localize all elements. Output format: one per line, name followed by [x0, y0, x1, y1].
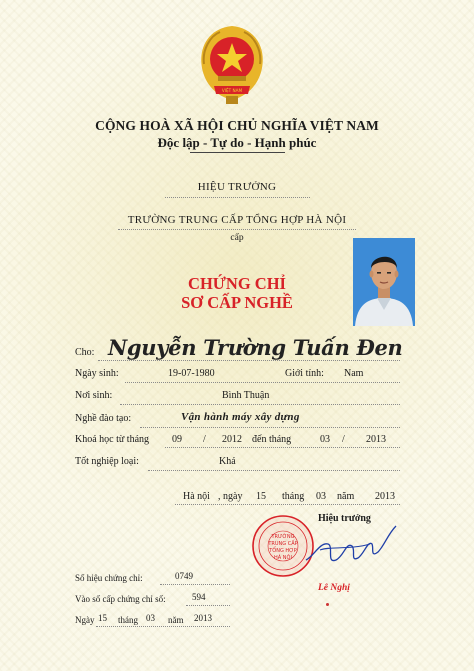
course-label: Khoá học từ tháng [75, 434, 150, 445]
name-dotline [98, 360, 400, 361]
course-to-month: 03 [320, 434, 330, 445]
school-name: TRƯỜNG TRUNG CẤP TỔNG HỢP HÀ NỘI [127, 214, 347, 226]
seal-text-mid2: TỔNG HỢP [269, 548, 297, 554]
signer-title: Hiệu trưởng [318, 513, 371, 524]
grade-label: Tốt nghiệp loại: [75, 456, 139, 467]
issue-day: 15 [256, 491, 266, 502]
seal-text-bottom: HÀ NỘI [274, 555, 292, 561]
birthplace-label: Nơi sinh: [75, 390, 113, 401]
handwritten-signature [300, 520, 400, 572]
seal-text-top: TRƯỜNG [271, 534, 295, 540]
school-dotline [118, 229, 356, 230]
cert-number-value: 0749 [175, 571, 193, 581]
grant-word: cấp [230, 233, 244, 243]
signer-name: Lê Nghị [318, 583, 350, 593]
grade-value: Khá [219, 456, 236, 467]
book-number-dotline [186, 605, 230, 606]
recipient-label: Cho: [75, 347, 95, 358]
gender-label: Giới tính: [285, 368, 324, 379]
registry-year: 2013 [194, 613, 212, 623]
red-dot-mark [326, 603, 329, 606]
cert-number-dotline [160, 584, 230, 585]
course-slash-2: / [342, 434, 345, 445]
certificate-title-line2: SƠ CẤP NGHỀ [181, 293, 293, 312]
issue-month: 03 [316, 491, 326, 502]
issue-day-label: , ngày [218, 491, 243, 502]
trade-label: Nghề đào tạo: [75, 413, 132, 424]
national-motto: Độc lập - Tự do - Hạnh phúc [157, 135, 317, 150]
registry-month-label: tháng [118, 615, 138, 625]
birthplace-value: Bình Thuận [222, 390, 270, 401]
emblem-banner-text: VIỆT NAM [221, 88, 243, 93]
cert-number-label: Số hiệu chứng chỉ: [75, 573, 143, 583]
registry-month: 03 [146, 613, 155, 623]
issue-dotline [175, 504, 400, 505]
issuer-title: HIỆU TRƯỞNG [197, 181, 277, 193]
dob-dotline [125, 382, 400, 383]
course-dotline [165, 447, 400, 448]
issue-year: 2013 [375, 491, 395, 502]
portrait-photo [353, 238, 415, 326]
issue-place: Hà nội [183, 491, 210, 502]
issuer-dotline [165, 197, 310, 198]
birthplace-dotline [120, 404, 400, 405]
trade-value: Vận hành máy xây dựng [181, 411, 300, 423]
issue-year-label: năm [337, 491, 355, 502]
certificate-title-line1: CHỨNG CHỈ [188, 274, 286, 293]
course-to-year: 2013 [366, 434, 386, 445]
trade-dotline [140, 427, 400, 428]
registry-year-label: năm [168, 615, 184, 625]
dob-label: Ngày sinh: [75, 368, 119, 379]
motto-underline [190, 152, 285, 153]
grade-dotline [148, 470, 400, 471]
course-slash-1: / [203, 434, 206, 445]
national-emblem-icon [196, 24, 268, 108]
registry-date-dotline [96, 626, 230, 627]
recipient-name: Nguyễn Trường Tuấn Đen [108, 335, 403, 360]
registry-day: 15 [98, 613, 107, 623]
seal-text-mid: TRUNG CẤP [268, 541, 298, 547]
republic-heading: CỘNG HOÀ XÃ HỘI CHỦ NGHĨA VIỆT NAM [95, 118, 379, 133]
book-number-value: 594 [192, 592, 206, 602]
issue-month-label: tháng [282, 491, 305, 502]
course-from-year: 2012 [222, 434, 242, 445]
gender-value: Nam [344, 368, 364, 379]
registry-day-label: Ngày [75, 615, 95, 625]
course-from-month: 09 [172, 434, 182, 445]
course-to-label: đến tháng [252, 434, 292, 445]
book-number-label: Vào số cấp chứng chỉ số: [75, 594, 166, 604]
dob-value: 19-07-1980 [168, 368, 215, 379]
